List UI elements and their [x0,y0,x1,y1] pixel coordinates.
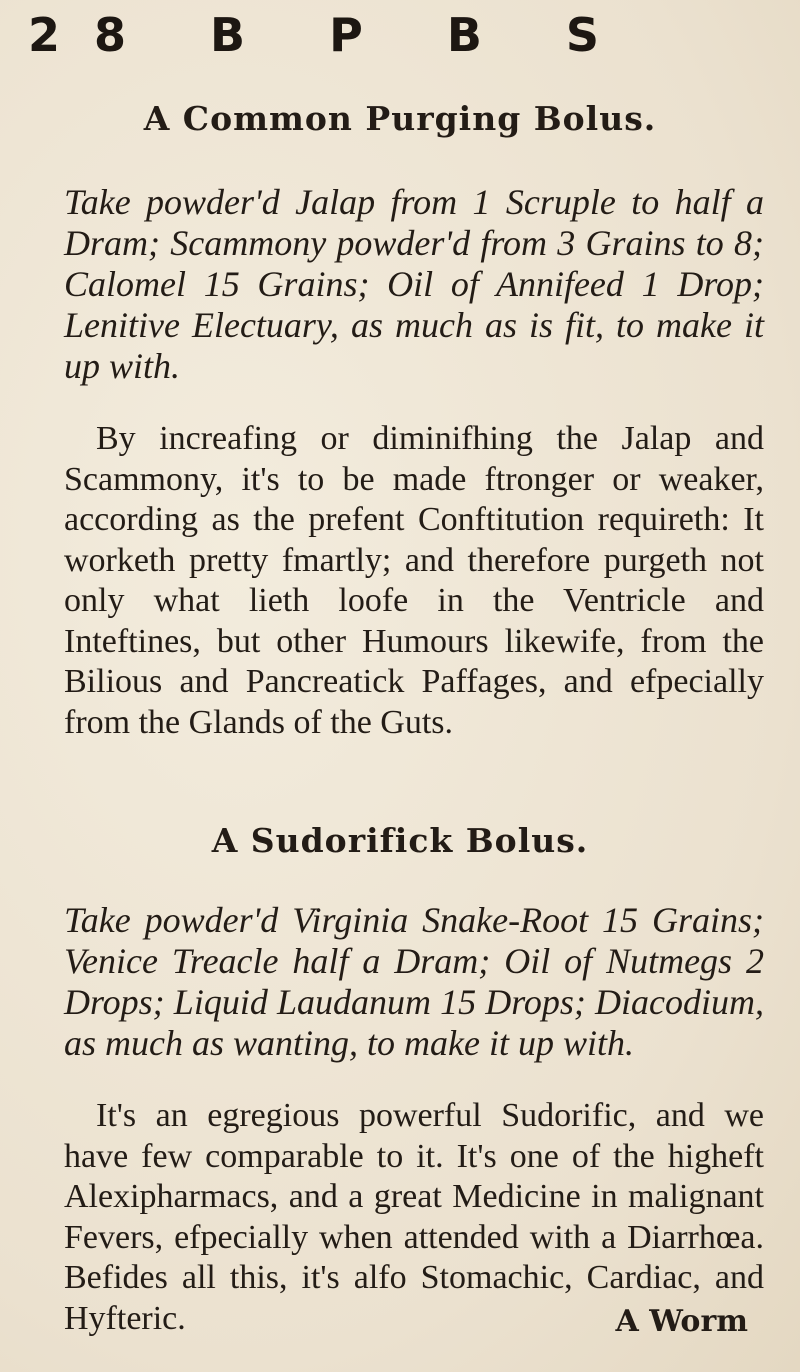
commentary-sudorifick-bolus: It's an egregious powerful Sudorific, and we have few comparable to it. It's one of the higheft Alexipharmacs, and a great Medicine in malignant Fevers, efpecially when attended with a Diarrhœa. Befides all this, it's alfo Stomachic, Cardiac, and Hyfteric. [64,1097,764,1337]
recipe-purging-bolus: Take powder'd Jalap from 1 Scruple to half a Dram; Scammony powder'd from 3 Grains to 8; Calomel 15 Grains; Oil of Annifeed 1 Drop; Lenitive Electuary, as much as is fit, to make it up with. [64,182,764,386]
section-heading-purging-bolus: A Common Purging Bolus. [143,99,657,138]
recipe-sudorifick-bolus: Take powder'd Virginia Snake-Root 15 Grains; Venice Treacle half a Dram; Oil of Nutmegs 2 Drops; Liquid Laudanum 15 Drops; Diacodium, as much as wanting, to make it up with. [64,900,764,1063]
running-head: 28 B P B S [28,8,634,62]
catchword: A Worm [615,1304,748,1339]
section-heading-sudorifick-bolus: A Sudorifick Bolus. [211,821,589,860]
commentary-purging-bolus: By increafing or diminifhing the Jalap and Scammony, it's to be made ftronger or weaker, according as the prefent Conftitution requireth: It worketh pretty fmartly; and therefore purgeth not only what lieth loofe in the Ventricle and Inteftines, but other Humours likewife, from the Bilious and Pancreatick Paffages, and efpecially from the Glands of the Guts. [64,420,764,741]
